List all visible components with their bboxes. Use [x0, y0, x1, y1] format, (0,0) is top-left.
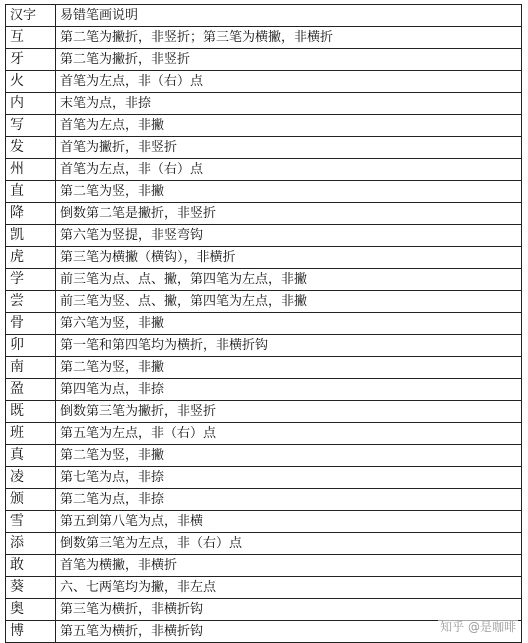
row-char: 内	[6, 93, 56, 115]
row-char: 骨	[6, 313, 56, 335]
row-char: 博	[6, 621, 56, 643]
row-description: 第五到第八笔为点，非横	[56, 511, 522, 533]
row-char: 互	[6, 27, 56, 49]
row-description: 首笔为横撇，非横折	[56, 555, 522, 577]
row-description: 末笔为点，非捺	[56, 93, 522, 115]
table-row	[6, 401, 522, 423]
row-char: 写	[6, 115, 56, 137]
table-row	[6, 181, 522, 203]
row-char: 凌	[6, 467, 56, 489]
table-row	[6, 555, 522, 577]
row-char: 班	[6, 423, 56, 445]
table-row	[6, 291, 522, 313]
row-description: 首笔为撇折，非竖折	[56, 137, 522, 159]
row-char: 尝	[6, 291, 56, 313]
table-row	[6, 511, 522, 533]
row-char: 虎	[6, 247, 56, 269]
table-row	[6, 269, 522, 291]
row-description: 第三笔为横折，非横折钩	[56, 599, 522, 621]
row-description: 第二笔为撇折，非竖折；第三笔为横撇，非横折	[56, 27, 522, 49]
table-body	[6, 27, 522, 643]
row-char: 火	[6, 71, 56, 93]
header-description: 易错笔画说明	[56, 5, 522, 27]
row-description: 倒数第三笔为撇折，非竖折	[56, 401, 522, 423]
table-row	[6, 203, 522, 225]
table-row	[6, 27, 522, 49]
table-row	[6, 71, 522, 93]
table-row	[6, 489, 522, 511]
row-description: 第二笔为竖，非撇	[56, 357, 522, 379]
row-char: 盈	[6, 379, 56, 401]
row-char: 南	[6, 357, 56, 379]
row-char: 添	[6, 533, 56, 555]
table-row	[6, 423, 522, 445]
row-description: 首笔为左点，非撇	[56, 115, 522, 137]
row-description: 首笔为左点，非（右）点	[56, 71, 522, 93]
table-row	[6, 467, 522, 489]
table-row	[6, 137, 522, 159]
row-description: 第一笔和第四笔均为横折，非横折钩	[56, 335, 522, 357]
row-description: 首笔为左点，非（右）点	[56, 159, 522, 181]
table-row	[6, 159, 522, 181]
row-description: 第二笔为点，非捺	[56, 489, 522, 511]
table-row	[6, 357, 522, 379]
row-description: 前三笔为竖、点、撇，第四笔为左点，非撇	[56, 291, 522, 313]
row-description: 前三笔为点、点、撇，第四笔为左点，非撇	[56, 269, 522, 291]
row-char: 凯	[6, 225, 56, 247]
row-char: 州	[6, 159, 56, 181]
table-row	[6, 533, 522, 555]
table-row	[6, 115, 522, 137]
row-char: 直	[6, 181, 56, 203]
table-row	[6, 379, 522, 401]
row-char: 学	[6, 269, 56, 291]
row-description: 第二笔为竖，非撇	[56, 445, 522, 467]
row-description: 第四笔为点，非捺	[56, 379, 522, 401]
row-description: 第五笔为左点，非（右）点	[56, 423, 522, 445]
row-description: 第七笔为点，非捺	[56, 467, 522, 489]
row-description: 第二笔为撇折，非竖折	[56, 49, 522, 71]
table-row	[6, 335, 522, 357]
row-char: 雪	[6, 511, 56, 533]
row-description: 六、七两笔均为撇，非左点	[56, 577, 522, 599]
row-char: 既	[6, 401, 56, 423]
table-row	[6, 313, 522, 335]
row-char: 牙	[6, 49, 56, 71]
stroke-error-table	[5, 4, 522, 643]
row-description: 第六笔为竖提，非竖弯钩	[56, 225, 522, 247]
row-char: 发	[6, 137, 56, 159]
stroke-error-table-wrapper	[5, 4, 521, 643]
row-char: 奥	[6, 599, 56, 621]
table-row	[6, 445, 522, 467]
row-description: 第五笔为横折，非横折钩	[56, 621, 522, 643]
table-row	[6, 225, 522, 247]
row-description: 倒数第三笔为左点，非（右）点	[56, 533, 522, 555]
row-description: 第三笔为横撇（横钩），非横折	[56, 247, 522, 269]
row-description: 第六笔为竖，非撇	[56, 313, 522, 335]
row-char: 敢	[6, 555, 56, 577]
row-char: 真	[6, 445, 56, 467]
row-char: 降	[6, 203, 56, 225]
row-char: 颁	[6, 489, 56, 511]
table-row	[6, 93, 522, 115]
row-char: 卯	[6, 335, 56, 357]
row-char: 葵	[6, 577, 56, 599]
watermark: 知乎 @是咖啡	[440, 620, 516, 634]
table-row	[6, 247, 522, 269]
row-description: 倒数第二笔是撇折，非竖折	[56, 203, 522, 225]
header-char: 汉字	[6, 5, 56, 27]
table-row	[6, 49, 522, 71]
row-description: 第二笔为竖，非撇	[56, 181, 522, 203]
table-header-row	[6, 5, 522, 27]
table-row	[6, 577, 522, 599]
